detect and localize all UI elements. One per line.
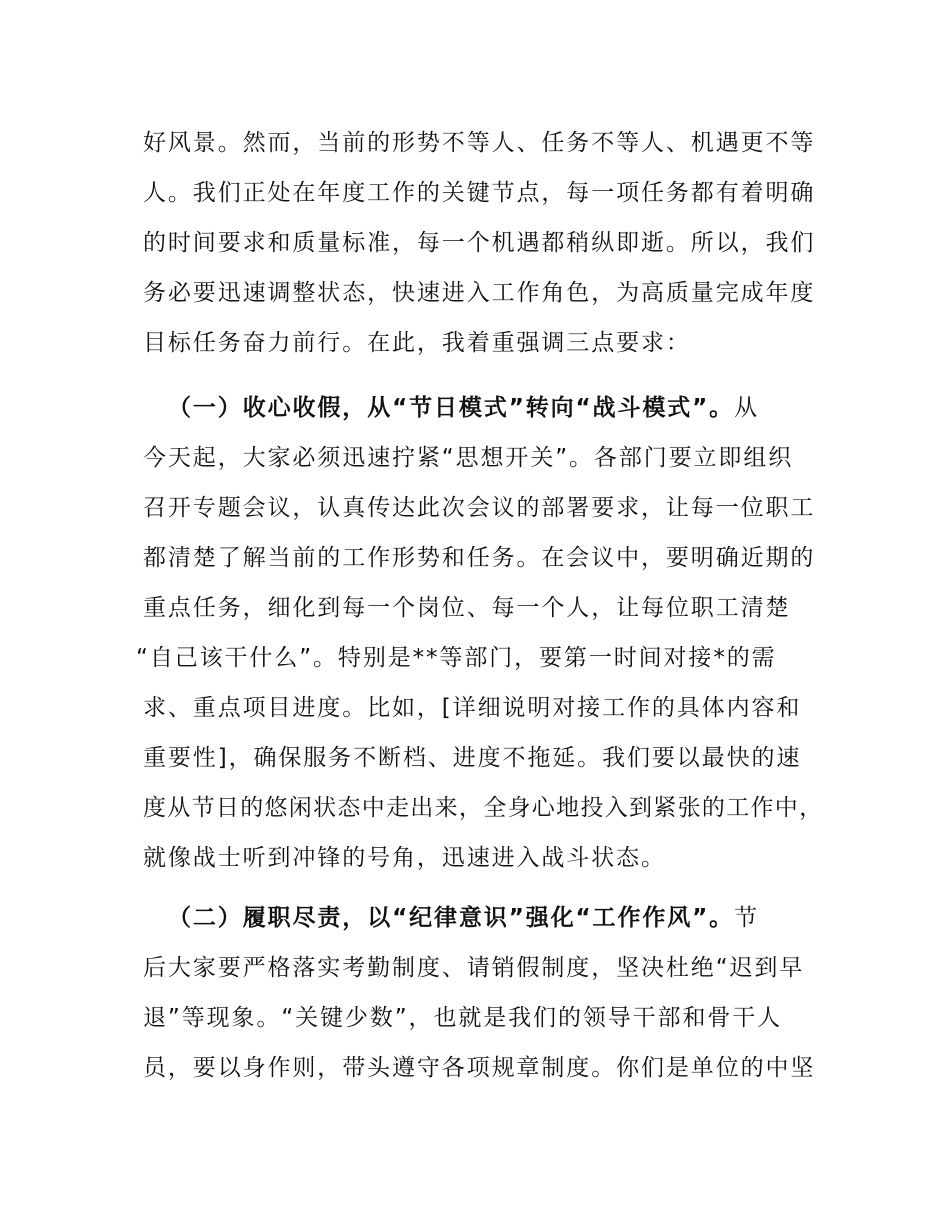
text-fragment: 从 [734, 395, 759, 421]
text-line: “自己该干什么”。特别是**等部门，要第一时间对接*的需 [136, 645, 777, 671]
text-line: 今天起，大家必须迅速拧紧“思想开关”。各部门要立即组织 [143, 445, 794, 471]
text-line: 的时间要求和质量标准，每一个机遇都稍纵即逝。所以，我们 [143, 230, 816, 256]
text-line: 重点任务，细化到每一个岗位、每一个人，让每位职工清楚 [143, 595, 791, 621]
text-fragment: 节 [734, 905, 759, 931]
text-line: 重要性]，确保服务不断档、进度不拖延。我们要以最快的速 [143, 745, 802, 771]
text-line: 后大家要严格落实考勤制度、请销假制度，坚决杜绝“迟到早 [143, 955, 805, 981]
text-line: 退”等现象。“关键少数”，也就是我们的领导干部和骨干人 [143, 1005, 783, 1031]
text-line: 度从节日的悠闲状态中走出来，全身心地投入到紧张的工作中， [143, 795, 824, 821]
section-heading: （一）收心收假，从“节日模式”转向“战斗模式”。 [168, 395, 735, 421]
text-line: 召开专题会议，认真传达此次会议的部署要求，让每一位职工 [143, 495, 816, 521]
text-line: 目标任务奋力前行。在此，我着重强调三点要求： [143, 330, 691, 356]
text-line: 好风景。然而，当前的形势不等人、任务不等人、机遇更不等 [143, 130, 816, 156]
text-line: 人。我们正处在年度工作的关键节点，每一项任务都有着明确 [143, 180, 816, 206]
text-line [168, 903, 858, 933]
text-line: 务必要迅速调整状态，快速进入工作角色，为高质量完成年度 [143, 280, 816, 306]
text-line: 就像战士听到冲锋的号角，迅速进入战斗状态。 [143, 845, 666, 871]
text-line [168, 393, 858, 423]
text-line: 员，要以身作则，带头遵守各项规章制度。你们是单位的中坚 [143, 1055, 816, 1081]
section-heading: （二）履职尽责，以“纪律意识”强化“工作作风”。 [168, 905, 735, 931]
text-line: 都清楚了解当前的工作形势和任务。在会议中，要明确近期的 [143, 545, 816, 571]
text-line: 求、重点项目进度。比如，[详细说明对接工作的具体内容和 [143, 695, 802, 721]
